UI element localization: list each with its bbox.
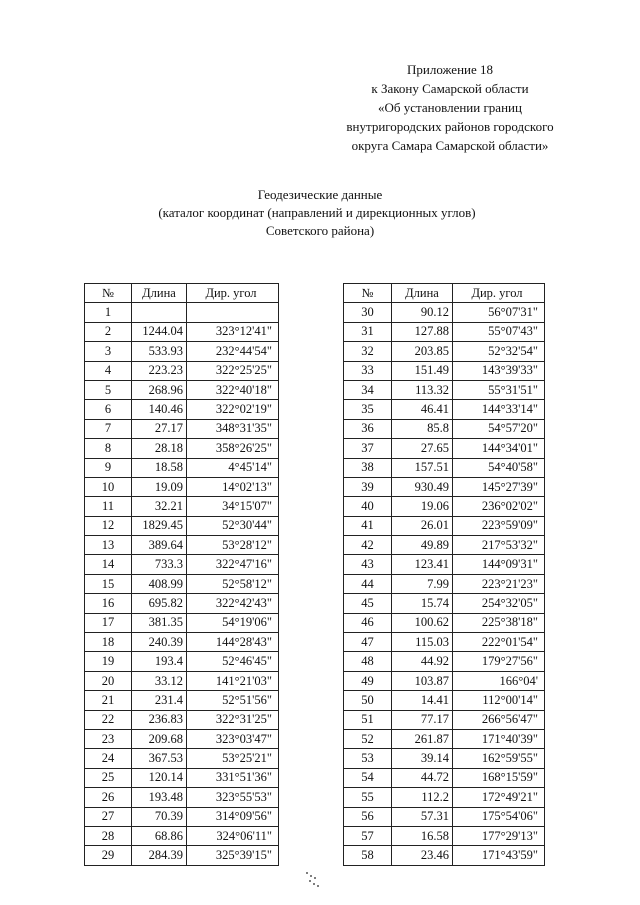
cell-angle: 143°39'33" [453, 361, 545, 380]
cell-number: 19 [85, 652, 132, 671]
cell-length: 113.32 [392, 380, 453, 399]
cell-number: 34 [344, 380, 392, 399]
table-row [344, 807, 545, 826]
cell-length: 33.12 [132, 671, 187, 690]
cell-number: 31 [344, 322, 392, 341]
cell-number: 40 [344, 497, 392, 516]
cell-angle: 322°42'43" [187, 594, 279, 613]
header-angle: Дир. угол [187, 284, 279, 303]
cell-length: 44.92 [392, 652, 453, 671]
table-row [344, 536, 545, 555]
cell-length: 19.06 [392, 497, 453, 516]
cell-number: 50 [344, 691, 392, 710]
cell-length: 733.3 [132, 555, 187, 574]
cell-length: 261.87 [392, 729, 453, 748]
table-row [85, 497, 279, 516]
cell-angle: 323°55'53" [187, 788, 279, 807]
table-row [85, 710, 279, 729]
cell-angle: 145°27'39" [453, 477, 545, 496]
cell-number: 16 [85, 594, 132, 613]
table-row [344, 419, 545, 438]
cell-number: 17 [85, 613, 132, 632]
cell-angle: 171°43'59" [453, 846, 545, 865]
cell-number: 5 [85, 380, 132, 399]
cell-length: 70.39 [132, 807, 187, 826]
cell-number: 29 [85, 846, 132, 865]
table-row [85, 826, 279, 845]
cell-number: 10 [85, 477, 132, 496]
table-row [85, 361, 279, 380]
table-header-row [344, 284, 545, 303]
cell-number: 22 [85, 710, 132, 729]
cell-length: 103.87 [392, 671, 453, 690]
table-row [344, 477, 545, 496]
cell-number: 49 [344, 671, 392, 690]
cell-number: 13 [85, 536, 132, 555]
cell-length: 695.82 [132, 594, 187, 613]
table-row [85, 458, 279, 477]
cell-angle: 144°28'43" [187, 633, 279, 652]
table-row [85, 594, 279, 613]
table-row [85, 729, 279, 748]
handwritten-mark [300, 868, 326, 890]
table-row [344, 303, 545, 322]
header-angle: Дир. угол [453, 284, 545, 303]
table-row [85, 749, 279, 768]
cell-number: 57 [344, 826, 392, 845]
coordinates-table-right [343, 283, 545, 866]
cell-angle: 144°09'31" [453, 555, 545, 574]
cell-length: 15.74 [392, 594, 453, 613]
cell-number: 14 [85, 555, 132, 574]
cell-number: 58 [344, 846, 392, 865]
cell-angle [187, 303, 279, 322]
cell-number: 11 [85, 497, 132, 516]
cell-number: 2 [85, 322, 132, 341]
cell-angle: 34°15'07" [187, 497, 279, 516]
cell-number: 43 [344, 555, 392, 574]
cell-number: 6 [85, 400, 132, 419]
cell-length: 85.8 [392, 419, 453, 438]
cell-angle: 53°25'21" [187, 749, 279, 768]
cell-length: 231.4 [132, 691, 187, 710]
table-row [85, 555, 279, 574]
cell-length: 408.99 [132, 574, 187, 593]
table-row [85, 691, 279, 710]
cell-length: 123.41 [392, 555, 453, 574]
cell-number: 37 [344, 439, 392, 458]
cell-angle: 266°56'47" [453, 710, 545, 729]
table-row [85, 342, 279, 361]
cell-length: 533.93 [132, 342, 187, 361]
cell-number: 42 [344, 536, 392, 555]
cell-angle: 225°38'18" [453, 613, 545, 632]
header-number: № [85, 284, 132, 303]
appendix-header [300, 60, 600, 155]
cell-length: 27.17 [132, 419, 187, 438]
cell-length: 28.18 [132, 439, 187, 458]
cell-angle: 52°30'44" [187, 516, 279, 535]
cell-length: 389.64 [132, 536, 187, 555]
table-header-row [85, 284, 279, 303]
cell-length: 100.62 [392, 613, 453, 632]
cell-number: 45 [344, 594, 392, 613]
cell-length: 77.17 [392, 710, 453, 729]
cell-length: 19.09 [132, 477, 187, 496]
cell-angle: 4°45'14" [187, 458, 279, 477]
table-row [85, 652, 279, 671]
cell-number: 12 [85, 516, 132, 535]
table-row [344, 497, 545, 516]
cell-number: 1 [85, 303, 132, 322]
cell-number: 3 [85, 342, 132, 361]
table-row [85, 788, 279, 807]
cell-length: 112.2 [392, 788, 453, 807]
table-row [344, 671, 545, 690]
table-row [344, 749, 545, 768]
cell-angle: 236°02'02" [453, 497, 545, 516]
cell-number: 54 [344, 768, 392, 787]
cell-angle: 56°07'31" [453, 303, 545, 322]
cell-number: 47 [344, 633, 392, 652]
cell-number: 33 [344, 361, 392, 380]
cell-angle: 325°39'15" [187, 846, 279, 865]
appendix-line: к Закону Самарской области [371, 81, 529, 96]
cell-angle: 322°40'18" [187, 380, 279, 399]
cell-angle: 52°58'12" [187, 574, 279, 593]
cell-length: 26.01 [392, 516, 453, 535]
cell-angle: 112°00'14" [453, 691, 545, 710]
cell-length: 223.23 [132, 361, 187, 380]
cell-number: 18 [85, 633, 132, 652]
cell-number: 28 [85, 826, 132, 845]
cell-length: 1829.45 [132, 516, 187, 535]
cell-length: 127.88 [392, 322, 453, 341]
cell-number: 23 [85, 729, 132, 748]
table-row [85, 671, 279, 690]
cell-length: 39.14 [392, 749, 453, 768]
cell-number: 4 [85, 361, 132, 380]
table-row [344, 361, 545, 380]
table-row [85, 419, 279, 438]
table-row [85, 380, 279, 399]
cell-number: 7 [85, 419, 132, 438]
table-row [85, 477, 279, 496]
cell-number: 46 [344, 613, 392, 632]
table-row [344, 439, 545, 458]
cell-length: 1244.04 [132, 322, 187, 341]
table-row [85, 574, 279, 593]
cell-length: 268.96 [132, 380, 187, 399]
cell-length [132, 303, 187, 322]
cell-angle: 179°27'56" [453, 652, 545, 671]
table-row [344, 710, 545, 729]
cell-length: 44.72 [392, 768, 453, 787]
cell-angle: 172°49'21" [453, 788, 545, 807]
cell-number: 56 [344, 807, 392, 826]
cell-number: 27 [85, 807, 132, 826]
cell-angle: 322°02'19" [187, 400, 279, 419]
header-length: Длина [392, 284, 453, 303]
table-row [344, 516, 545, 535]
cell-angle: 162°59'55" [453, 749, 545, 768]
cell-angle: 254°32'05" [453, 594, 545, 613]
header-length: Длина [132, 284, 187, 303]
cell-angle: 144°33'14" [453, 400, 545, 419]
table-row [344, 826, 545, 845]
cell-number: 24 [85, 749, 132, 768]
cell-length: 18.58 [132, 458, 187, 477]
appendix-line: округа Самара Самарской области» [351, 138, 549, 153]
cell-angle: 222°01'54" [453, 633, 545, 652]
cell-number: 9 [85, 458, 132, 477]
cell-number: 15 [85, 574, 132, 593]
cell-angle: 14°02'13" [187, 477, 279, 496]
cell-number: 25 [85, 768, 132, 787]
title-line: Геодезические данные [257, 187, 383, 202]
cell-angle: 177°29'13" [453, 826, 545, 845]
cell-number: 48 [344, 652, 392, 671]
coordinates-table-left [84, 283, 279, 866]
cell-length: 209.68 [132, 729, 187, 748]
cell-angle: 54°19'06" [187, 613, 279, 632]
title-line: (каталог координат (направлений и дирекционных углов) [158, 205, 476, 220]
cell-angle: 54°40'58" [453, 458, 545, 477]
table-row [344, 594, 545, 613]
table-row [85, 303, 279, 322]
cell-angle: 55°31'51" [453, 380, 545, 399]
document-title [0, 186, 640, 240]
table-row [344, 788, 545, 807]
cell-number: 30 [344, 303, 392, 322]
cell-number: 20 [85, 671, 132, 690]
cell-angle: 144°34'01" [453, 439, 545, 458]
table-row [344, 613, 545, 632]
table-row [85, 807, 279, 826]
table-row [85, 322, 279, 341]
cell-angle: 166°04' [453, 671, 545, 690]
cell-angle: 53°28'12" [187, 536, 279, 555]
table-row [344, 322, 545, 341]
cell-length: 27.65 [392, 439, 453, 458]
cell-angle: 324°06'11" [187, 826, 279, 845]
cell-number: 21 [85, 691, 132, 710]
cell-length: 16.58 [392, 826, 453, 845]
cell-number: 52 [344, 729, 392, 748]
cell-angle: 171°40'39" [453, 729, 545, 748]
cell-length: 157.51 [392, 458, 453, 477]
cell-length: 140.46 [132, 400, 187, 419]
cell-length: 90.12 [392, 303, 453, 322]
cell-angle: 52°32'54" [453, 342, 545, 361]
cell-length: 381.35 [132, 613, 187, 632]
cell-length: 115.03 [392, 633, 453, 652]
cell-number: 39 [344, 477, 392, 496]
cell-number: 26 [85, 788, 132, 807]
cell-angle: 55°07'43" [453, 322, 545, 341]
cell-angle: 217°53'32" [453, 536, 545, 555]
table-row [85, 633, 279, 652]
cell-number: 53 [344, 749, 392, 768]
table-row [85, 768, 279, 787]
cell-length: 7.99 [392, 574, 453, 593]
header-number: № [344, 284, 392, 303]
cell-number: 38 [344, 458, 392, 477]
cell-angle: 54°57'20" [453, 419, 545, 438]
cell-number: 44 [344, 574, 392, 593]
table-row [344, 555, 545, 574]
cell-angle: 322°31'25" [187, 710, 279, 729]
cell-angle: 52°46'45" [187, 652, 279, 671]
cell-number: 36 [344, 419, 392, 438]
table-row [85, 516, 279, 535]
table-row [85, 439, 279, 458]
appendix-line: «Об установлении границ [378, 100, 522, 115]
cell-length: 23.46 [392, 846, 453, 865]
table-row [344, 458, 545, 477]
appendix-line: внутригородских районов городского [346, 119, 554, 134]
cell-length: 203.85 [392, 342, 453, 361]
cell-length: 193.4 [132, 652, 187, 671]
table-row [344, 846, 545, 865]
cell-number: 8 [85, 439, 132, 458]
cell-angle: 322°47'16" [187, 555, 279, 574]
cell-number: 41 [344, 516, 392, 535]
cell-length: 14.41 [392, 691, 453, 710]
cell-length: 193.48 [132, 788, 187, 807]
cell-angle: 223°21'23" [453, 574, 545, 593]
cell-length: 120.14 [132, 768, 187, 787]
cell-length: 236.83 [132, 710, 187, 729]
table-row [344, 691, 545, 710]
cell-angle: 323°12'41" [187, 322, 279, 341]
table-row [85, 400, 279, 419]
cell-angle: 358°26'25" [187, 439, 279, 458]
cell-angle: 314°09'56" [187, 807, 279, 826]
table-row [344, 768, 545, 787]
cell-angle: 232°44'54" [187, 342, 279, 361]
cell-length: 57.31 [392, 807, 453, 826]
cell-length: 284.39 [132, 846, 187, 865]
cell-angle: 175°54'06" [453, 807, 545, 826]
cell-angle: 141°21'03" [187, 671, 279, 690]
cell-length: 46.41 [392, 400, 453, 419]
table-row [85, 536, 279, 555]
cell-length: 367.53 [132, 749, 187, 768]
table-row [344, 342, 545, 361]
cell-angle: 223°59'09" [453, 516, 545, 535]
cell-length: 240.39 [132, 633, 187, 652]
cell-length: 930.49 [392, 477, 453, 496]
cell-length: 32.21 [132, 497, 187, 516]
title-line: Советского района) [265, 223, 375, 238]
cell-length: 68.86 [132, 826, 187, 845]
cell-length: 151.49 [392, 361, 453, 380]
cell-number: 35 [344, 400, 392, 419]
table-row [344, 400, 545, 419]
cell-angle: 52°51'56" [187, 691, 279, 710]
cell-angle: 322°25'25" [187, 361, 279, 380]
table-row [344, 633, 545, 652]
table-row [85, 846, 279, 865]
cell-angle: 168°15'59" [453, 768, 545, 787]
cell-angle: 348°31'35" [187, 419, 279, 438]
table-row [344, 380, 545, 399]
cell-number: 55 [344, 788, 392, 807]
cell-number: 51 [344, 710, 392, 729]
table-row [344, 729, 545, 748]
appendix-line: Приложение 18 [406, 62, 494, 77]
table-row [344, 574, 545, 593]
cell-angle: 331°51'36" [187, 768, 279, 787]
cell-length: 49.89 [392, 536, 453, 555]
table-row [344, 652, 545, 671]
cell-angle: 323°03'47" [187, 729, 279, 748]
cell-number: 32 [344, 342, 392, 361]
table-row [85, 613, 279, 632]
